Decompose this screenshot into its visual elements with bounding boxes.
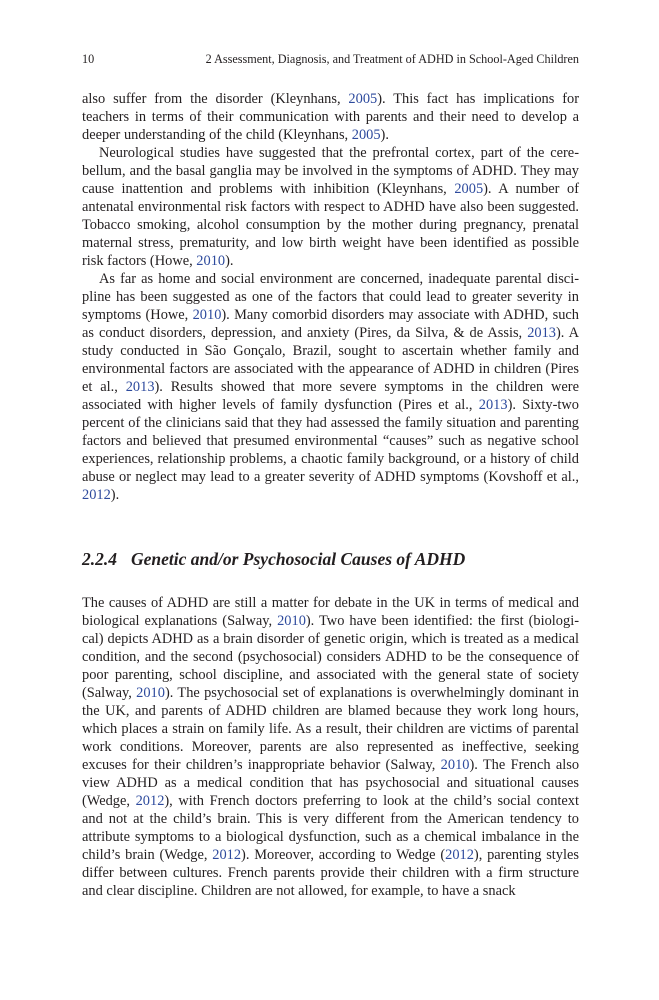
section-heading — [82, 548, 579, 570]
citation-link[interactable]: 2010 — [277, 613, 306, 629]
paragraph-text: ). Many comorbid disorders may associate with ADHD, such as conduct disorders, depression, and anxiety (Pires, da Silva, & de Assis, — [82, 307, 579, 341]
paragraph-text: ). Sixty-two percent of the clinicians said that they had assessed the family situation and parenting factors and believed that presumed environmental “causes” such as negative school experiences, relationship problems, a chaotic family background, or a history of child abuse or neglect may lead to a greater severity of ADHD symptoms (Kovshoff et al., — [82, 397, 579, 485]
paragraph-text: ). Results showed that more severe symptoms in the children were associated with higher levels of family dysfunction (Pires et al., — [82, 379, 579, 413]
paragraph-text: ). Moreover, according to Wedge ( — [241, 847, 446, 863]
citation-link[interactable]: 2010 — [440, 757, 470, 773]
paragraph-text: ). Two have been identified: the first (biological) depicts ADHD as a brain disorder of genetic origin, which is treated as a medical condition, and the second (psychosocial) considers ADHD to be the consequence of poor parenting, school discipline, and associated with the general state of society (Salway, — [82, 613, 579, 701]
paragraph-text: ). The psychosocial set of explanations is overwhelmingly dominant in the UK, and parents of ADHD children are blamed because they work long hours, which places a strain on family life. As a result, their children are victims of parental work conditions. Moreover, parents are also represented as ineffective, seeking excuses for their children’s inappropriate behavior (Salway, — [82, 685, 579, 773]
paragraph-text: The causes of ADHD are still a matter for debate in the UK in terms of medical and biological explanations (Salway, — [82, 595, 579, 629]
paragraph-text: ). — [110, 487, 120, 503]
paragraph — [82, 144, 579, 270]
paragraph — [82, 594, 579, 900]
citation-link[interactable]: 2012 — [445, 847, 474, 863]
paragraph-text: ). A number of antenatal environmental risk factors with respect to ADHD have also been suggested. Tobacco smoking, alcohol consumption by the mother during pregnancy, prenatal maternal stress, prematurity, and low birth weight have been identified as possible risk factors (Howe, — [82, 181, 580, 269]
citation-link[interactable]: 2012 — [212, 847, 242, 863]
paragraph-text: Neurological studies have suggested that the prefrontal cortex, part of the cerebellum, and the basal ganglia may be involved in the symptoms of ADHD. They may cause inattention and problems with inhibition (Kleynhans, — [82, 145, 579, 197]
paragraph-text: ). — [225, 253, 234, 269]
body-text-bottom — [82, 594, 579, 900]
citation-link[interactable]: 2013 — [125, 379, 155, 395]
citation-link[interactable]: 2012 — [82, 487, 111, 503]
citation-link[interactable]: 2010 — [196, 253, 226, 269]
paragraph-text: As far as home and social environment are concerned, inadequate parental discipline has been suggested as one of the factors that could lead to greater severity in symptoms (Howe, — [82, 271, 579, 323]
page-number: 10 — [82, 52, 95, 66]
citation-link[interactable]: 2013 — [478, 397, 508, 413]
citation-link[interactable]: 2010 — [136, 685, 165, 701]
section-title: Genetic and/or Psychosocial Causes of ADHD — [131, 549, 466, 569]
citation-link[interactable]: 2005 — [454, 181, 484, 197]
paragraph-text: ). A study conducted in São Gonçalo, Brazil, sought to ascertain whether family and environmental factors are associated with the appearance of ADHD in children (Pires et al., — [82, 325, 579, 395]
paragraph-text: ), parenting styles differ between cultures. French parents provide their children with a firm structure and clear discipline. Children are not allowed, for example, to have a snack — [82, 847, 579, 899]
paragraph-text: ). — [380, 127, 389, 143]
running-head: 2 Assessment, Diagnosis, and Treatment of ADHD in School-Aged Children — [205, 52, 579, 66]
paragraph-text: ). The French also view ADHD as a medical condition that has psychosocial and situational causes (Wedge, — [82, 757, 580, 809]
citation-link[interactable]: 2005 — [348, 91, 378, 107]
citation-link[interactable]: 2005 — [351, 127, 381, 143]
paragraph-text: also suffer from the disorder (Kleynhans, — [82, 91, 349, 107]
citation-link[interactable]: 2013 — [527, 325, 556, 341]
citation-link[interactable]: 2012 — [135, 793, 165, 809]
paragraph — [82, 90, 579, 144]
body-text-top — [82, 90, 579, 504]
paragraph-text: ). This fact has implications for teachers in terms of their communication with parents and their need to develop a deeper understanding of the child (Kleynhans, — [82, 91, 579, 143]
section-number: 2.2.4 — [82, 549, 117, 569]
citation-link[interactable]: 2010 — [192, 307, 222, 323]
paragraph — [82, 270, 579, 504]
paragraph-text: ), with French doctors preferring to look at the child’s social context and not at the child’s brain. This is very different from the American tendency to attribute symptoms to a biological dysfunction, such as a chemical imbalance in the child’s brain (Wedge, — [82, 793, 579, 863]
